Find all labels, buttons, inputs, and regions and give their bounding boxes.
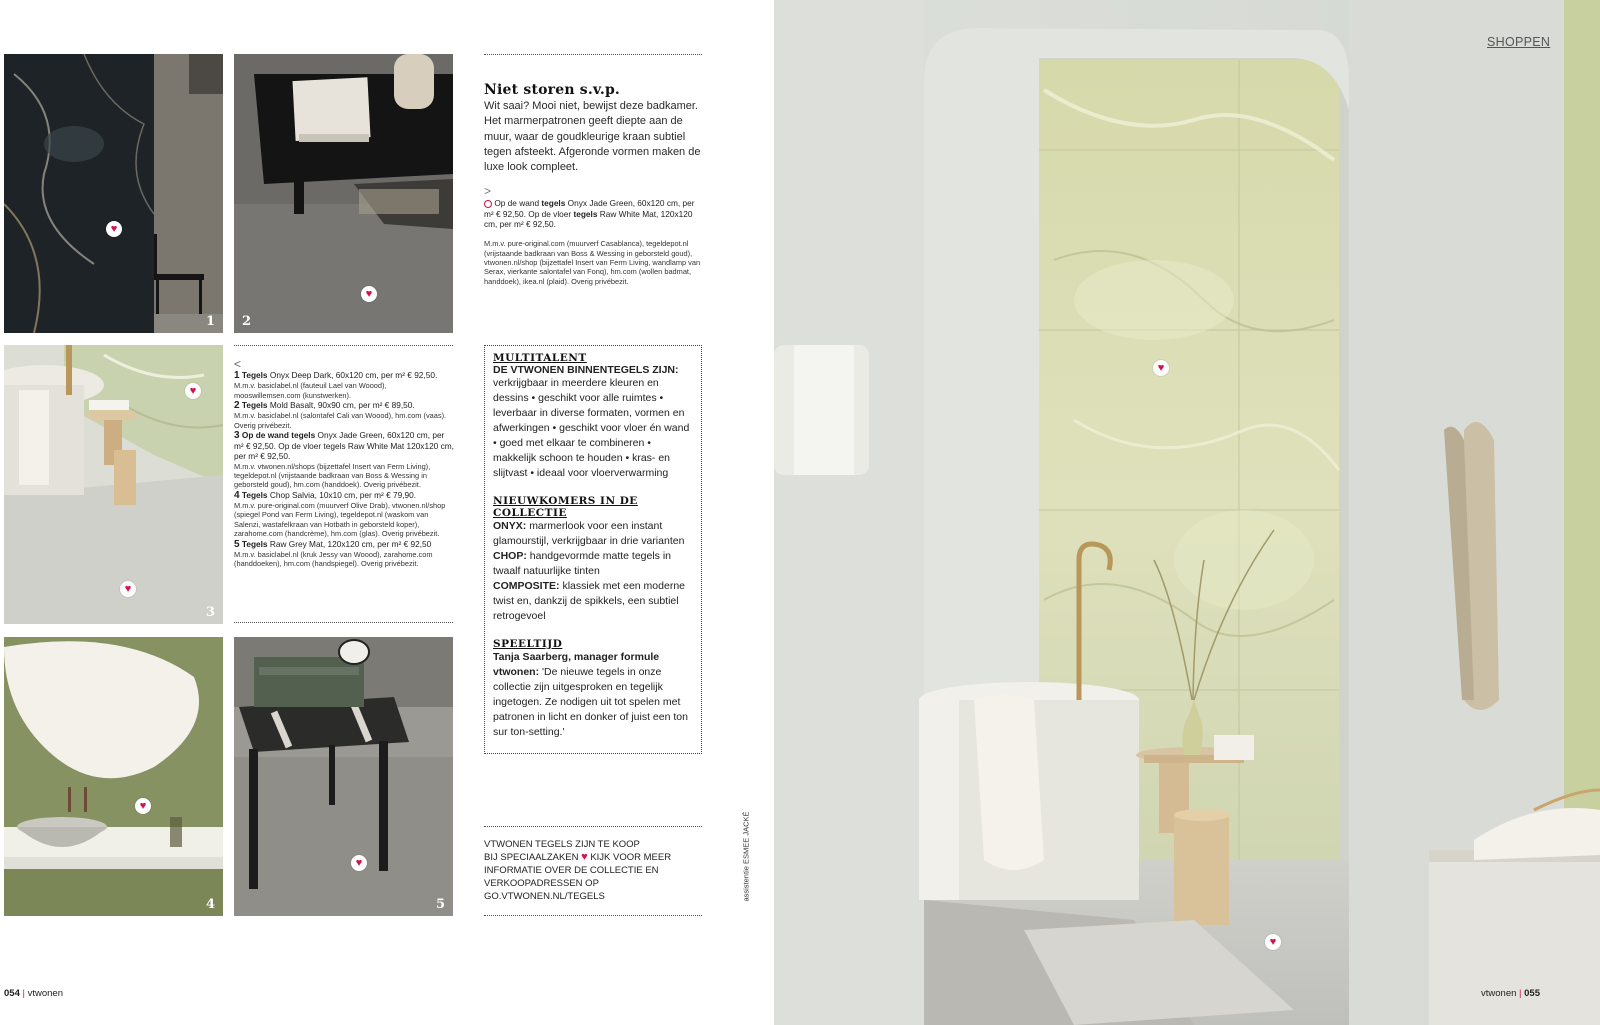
caption-arrow: < [234, 357, 242, 371]
promo-line-2 [484, 851, 704, 864]
caption-text: Chop Salvia, 10x10 cm, per m² € 79,90. [269, 489, 417, 500]
item-label: CHOP: [493, 550, 527, 562]
caption-4 [234, 490, 454, 539]
folio-separator: | [1519, 988, 1522, 999]
heart-icon[interactable] [185, 383, 201, 399]
caption-number: 1 [234, 370, 240, 381]
captions-top-rule [234, 345, 453, 346]
photo-2-mold-basalt [234, 54, 453, 333]
item-text: handgevormde matte tegels in twaalf natuurlijke tinten [493, 550, 672, 577]
caption-1 [234, 370, 454, 400]
caption-credits: M.m.v. basiclabel.nl (salontafel Cali van Woood), hm.com (vaas). Overig privébezit. [234, 411, 447, 430]
folio-number: 055 [1524, 988, 1540, 999]
folio-brand: vtwonen [27, 988, 63, 999]
article-title: Niet storen s.v.p. [484, 82, 621, 98]
photo-1-onyx-deep-dark [4, 54, 223, 333]
promo-bottom-rule [484, 915, 702, 916]
quote-name: Tanja Saarberg, manager formule vtwonen: [493, 651, 660, 678]
photo-5-raw-grey-mat [234, 637, 453, 916]
heart-icon[interactable] [120, 581, 136, 597]
box-subheading: DE VTWONEN BINNENTEGELS ZIJN: [493, 364, 679, 376]
promo-block [484, 838, 704, 903]
captions-bottom-rule [234, 622, 453, 623]
promo-line-3: INFORMATIE OVER DE COLLECTIE EN [484, 865, 659, 876]
heart-icon: ♥ [581, 851, 588, 863]
heart-icon[interactable] [1265, 934, 1281, 950]
photo-number: 2 [242, 314, 252, 329]
article [484, 82, 706, 286]
caption-label: Tegels [241, 400, 268, 411]
heart-icon[interactable] [361, 286, 377, 302]
box-paragraph-features: verkrijgbaar in meerdere kleuren en dessins • geschikt voor alle ruimtes • leverbaar in diverse formaten, vormen en afwerkingen • geschikt voor vloer én wand • goed met elkaar te combineren • makkelijk schoon te houden • kras- en slijtvast • ideaal voor vloerverwarming [493, 377, 690, 479]
caption-label: Tegels [241, 538, 268, 549]
info-box [484, 345, 702, 754]
product-bold-1: tegels [541, 198, 566, 209]
section-label: SHOPPEN [1487, 35, 1551, 49]
item-label: ONYX: [493, 520, 527, 532]
heart-icon[interactable] [351, 855, 367, 871]
heart-icon[interactable] [1153, 360, 1169, 376]
left-folio [4, 988, 63, 999]
box-item-chop [493, 549, 693, 579]
caption-number: 2 [234, 400, 240, 412]
box-quote [493, 650, 693, 740]
article-arrow: > [484, 184, 492, 199]
caption-2 [234, 400, 454, 430]
product-prefix: Op de wand [494, 198, 540, 209]
caption-5 [234, 539, 454, 569]
photo-number: 1 [205, 314, 215, 329]
folio-number: 054 [4, 988, 20, 999]
box-item-onyx [493, 519, 693, 549]
article-product [484, 198, 706, 229]
photo-number: 5 [435, 897, 445, 912]
photo-5-image [234, 637, 453, 916]
article-credits: M.m.v. pure-original.com (muurverf Casablanca), tegeldepot.nl (vrijstaande badkraan van Boss & Wessing in geborsteld goud), vtwonen.nl/shop (bijzettafel Insert van Ferm Living, wandlamp van Serax, vierkante salontafel van Fonq), hm.com (wollen badmat, handdoek), ikea.nl (plaid). Overig privébezit. [484, 239, 701, 286]
caption-credits: M.m.v. vtwonen.nl/shops (bijzettafel Insert van Ferm Living), tegeldepot.nl (vrijstaande badkraan van Boss & Wessing in geborsteld goud), hm.com (handdoek). Overig privébezit. [234, 461, 431, 490]
caption-number: 5 [234, 538, 240, 550]
item-label: COMPOSITE: [493, 580, 560, 592]
hero-photo-bathroom [774, 0, 1600, 1025]
box-heading-nieuwkomers: NIEUWKOMERS IN DE COLLECTIE [493, 495, 638, 519]
photo-number: 4 [205, 897, 215, 912]
hero-image [774, 0, 1600, 1025]
caption-label: Op de wand tegels [241, 430, 316, 441]
photo-4-image [4, 637, 223, 916]
caption-credits: M.m.v. basiclabel.nl (kruk Jessy van Woood), zarahome.com (handdoeken), hm.com (handspiegel). Overig privébezit. [234, 549, 433, 569]
vertical-credit: assistentie ESMEE JACKÉ [741, 811, 751, 902]
box-heading-speeltijd: SPEELTIJD [493, 638, 563, 650]
caption-number: 3 [234, 430, 240, 442]
photo-2-image [234, 54, 453, 333]
captions-block [234, 358, 454, 569]
pink-bullet-icon [484, 200, 492, 208]
caption-credits: M.m.v. pure-original.com (muurverf Olive Drab), vtwonen.nl/shop (spiegel Pond van Ferm Living), tegeldepot.nl (waskom van Salenzi, wastafelkraan van Hotbath in geborsteld koper), zarahome.com (handcrème), hm.com (glas). Overig privébezit. [234, 501, 446, 539]
photo-4-chop-salvia [4, 637, 223, 916]
quote-text: 'De nieuwe tegels in onze collectie zijn uitgesproken en tegelijk ingetogen. Ze nodigen uit tot spelen met patronen in licht en donker of juist een ton sur ton-setting.' [493, 666, 688, 738]
caption-text: Raw Grey Mat, 120x120 cm, per m² € 92,50 [269, 538, 432, 549]
photo-number: 3 [205, 605, 215, 620]
photo-1-image [4, 54, 223, 333]
item-text: marmerlook voor een instant glamourstijl, verkrijgbaar in drie varianten [493, 520, 685, 547]
item-text: klassiek met een moderne twist en, dankzij de spikkels, een subtiel retrogevoel [493, 580, 685, 622]
caption-text: Onyx Jade Green, 60x120 cm, per m² € 92,50. Op de vloer tegels Raw White Mat 120x120 cm, per m² € 92,50. [234, 430, 454, 462]
product-end: Raw White Mat, 120x120 cm, per m² € 92,50. [484, 208, 693, 229]
promo-line-4: VERKOOPADRESSEN OP [484, 878, 599, 889]
promo-line-1: VTWONEN TEGELS ZIJN TE KOOP [484, 839, 640, 850]
article-body: Wit saai? Mooi niet, bewijst deze badkamer. Het marmerpatronen geeft diepte aan de muur, waar de goudkleurige kraan subtiel tegen afsteekt. Afgeronde vormen maken de luxe look compleet. [484, 100, 701, 174]
caption-label: Tegels [241, 370, 268, 380]
caption-number: 4 [234, 489, 240, 501]
box-heading-multitalent: MULTITALENT [493, 352, 587, 364]
promo-link[interactable]: GO.VTWONEN.NL/TEGELS [484, 891, 605, 902]
photo-3-onyx-jade-green [4, 345, 223, 624]
heart-icon[interactable] [106, 221, 122, 237]
promo-top-rule [484, 826, 702, 827]
article-top-rule [484, 54, 702, 55]
caption-credits: M.m.v. basiclabel.nl (fauteuil Lael van Woood), mooswillemsen.com (kunstwerken). [234, 381, 387, 400]
caption-label: Tegels [241, 489, 268, 500]
heart-icon[interactable] [135, 798, 151, 814]
folio-separator: | [22, 988, 25, 999]
caption-text: Onyx Deep Dark, 60x120 cm, per m² € 92,50. [269, 370, 438, 380]
promo-line-2b: KIJK VOOR MEER [590, 852, 672, 863]
caption-3 [234, 430, 454, 490]
right-folio [1481, 988, 1540, 999]
promo-line-2a: BIJ SPECIAALZAKEN [484, 852, 579, 863]
box-item-composite [493, 579, 693, 624]
product-mid: Onyx Jade Green, 60x120 cm, per m² € 92,50. Op de vloer [484, 198, 695, 219]
folio-brand: vtwonen [1481, 988, 1517, 999]
product-bold-2: tegels [573, 208, 598, 219]
caption-text: Mold Basalt, 90x90 cm, per m² € 89,50. [269, 400, 415, 411]
